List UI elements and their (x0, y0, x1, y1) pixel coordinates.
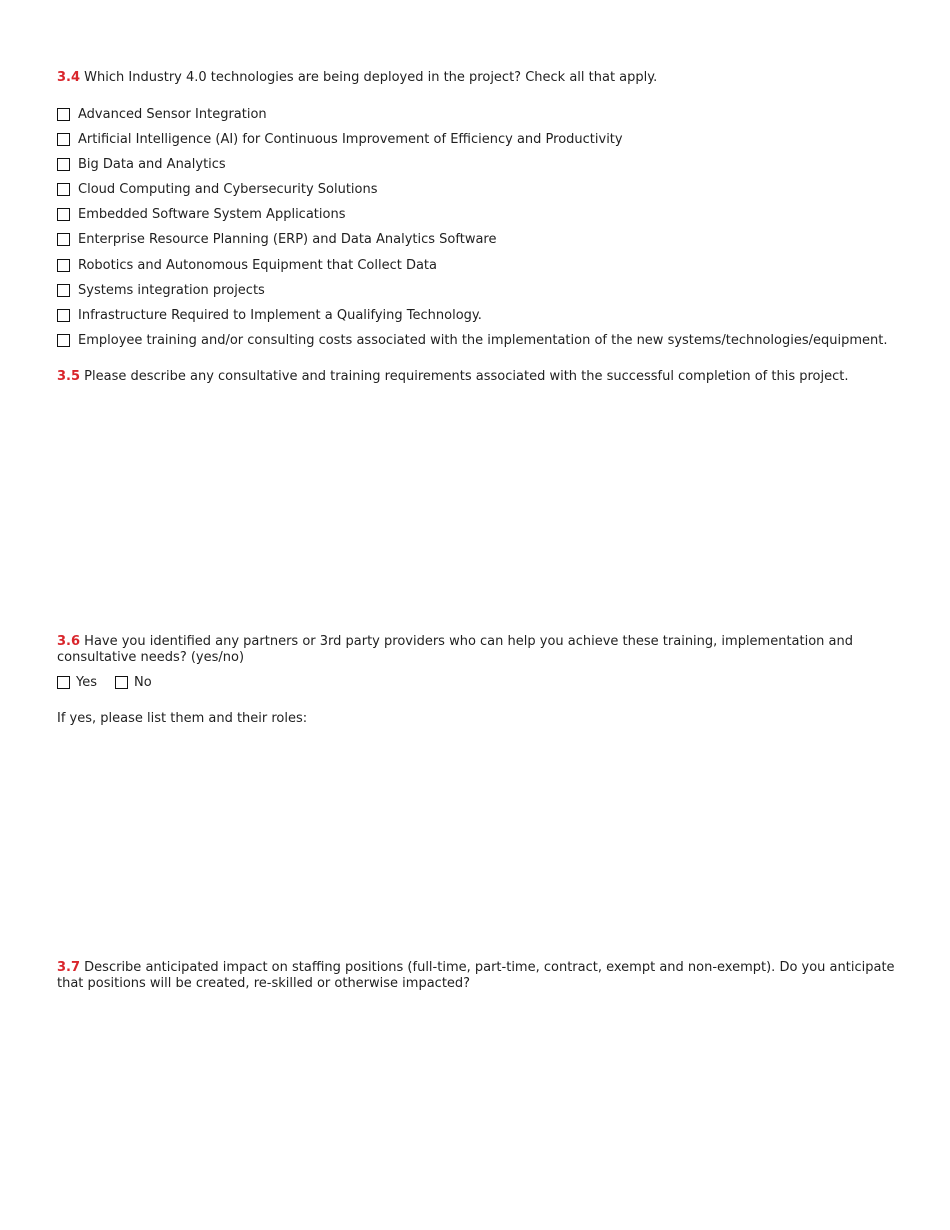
no-option[interactable] (115, 675, 152, 690)
yes-no-group (57, 674, 170, 690)
checkbox[interactable] (57, 309, 70, 322)
question-3-6 (57, 634, 917, 666)
option-label: Big Data and Analytics (78, 156, 226, 172)
question-text: Which Industry 4.0 technologies are being deployed in the project? Check all that apply. (84, 70, 658, 85)
yes-option[interactable] (57, 675, 97, 690)
checkbox-option-employee-training[interactable] (57, 332, 887, 348)
checkbox[interactable] (57, 334, 70, 347)
option-label: Employee training and/or consulting costs associated with the implementation of the new systems/technologies/equipment. (78, 332, 888, 348)
no-label: No (134, 674, 152, 690)
checkbox-option-cloud[interactable] (57, 181, 378, 197)
checkbox[interactable] (57, 108, 70, 121)
checkbox-option-robotics[interactable] (57, 257, 437, 273)
question-number: 3.7 (57, 960, 81, 975)
question-3-7 (57, 960, 917, 992)
checkbox-option-advanced-sensor[interactable] (57, 106, 267, 122)
question-text: Have you identified any partners or 3rd party providers who can help you achieve these training, implementation and consultative needs? (yes/no) (57, 634, 854, 665)
checkbox[interactable] (57, 158, 70, 171)
option-label: Enterprise Resource Planning (ERP) and Data Analytics Software (78, 231, 497, 247)
question-3-4 (57, 70, 917, 86)
option-label: Cloud Computing and Cybersecurity Solutions (78, 181, 378, 197)
checkbox-option-embedded[interactable] (57, 206, 345, 222)
question-text: Describe anticipated impact on staffing positions (full-time, part-time, contract, exempt and non-exempt). Do you anticipate that positions will be created, re-skilled or otherwise impacted? (57, 960, 895, 991)
checkbox-option-infrastructure[interactable] (57, 307, 482, 323)
question-number: 3.6 (57, 634, 81, 649)
checkbox[interactable] (57, 133, 70, 146)
option-label: Systems integration projects (78, 282, 265, 298)
option-label: Advanced Sensor Integration (78, 106, 267, 122)
checkbox[interactable] (57, 183, 70, 196)
option-label: Infrastructure Required to Implement a Qualifying Technology. (78, 307, 482, 323)
checkbox[interactable] (57, 208, 70, 221)
option-label: Robotics and Autonomous Equipment that Collect Data (78, 257, 437, 273)
checkbox-option-systems-integration[interactable] (57, 282, 265, 298)
checkbox-option-ai[interactable] (57, 131, 623, 147)
checkbox[interactable] (57, 284, 70, 297)
question-3-5 (57, 369, 917, 385)
question-text: Please describe any consultative and training requirements associated with the successful completion of this project. (84, 369, 849, 384)
question-number: 3.4 (57, 70, 81, 85)
followup-prompt: If yes, please list them and their roles: (57, 711, 308, 726)
no-checkbox[interactable] (115, 676, 128, 689)
checkbox-option-big-data[interactable] (57, 156, 226, 172)
checkbox-option-erp[interactable] (57, 231, 496, 247)
checkbox[interactable] (57, 259, 70, 272)
option-label: Embedded Software System Applications (78, 206, 346, 222)
checkbox[interactable] (57, 233, 70, 246)
question-number: 3.5 (57, 369, 81, 384)
yes-label: Yes (76, 674, 97, 690)
option-label: Artificial Intelligence (AI) for Continuous Improvement of Efficiency and Productivity (78, 131, 623, 147)
yes-checkbox[interactable] (57, 676, 70, 689)
